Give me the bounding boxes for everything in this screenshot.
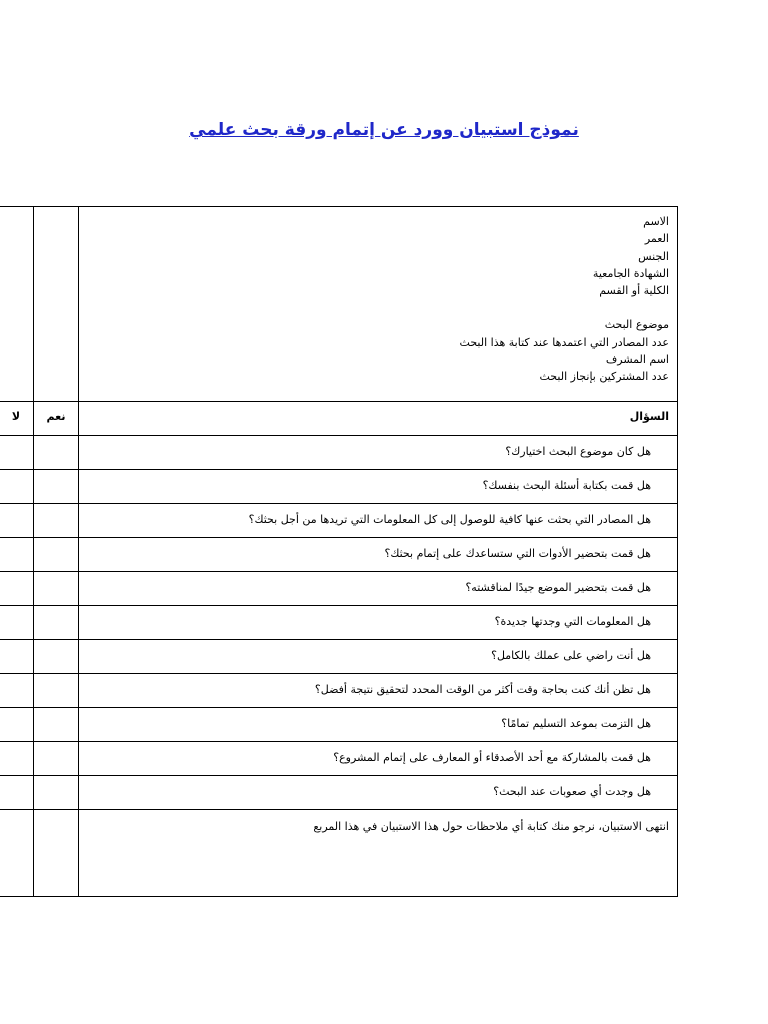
info-field: الشهادة الجامعية — [592, 266, 669, 280]
answer-yes-cell[interactable] — [34, 606, 79, 640]
question-cell — [79, 538, 678, 572]
question-row — [0, 742, 678, 776]
question-row — [0, 640, 678, 674]
question-cell — [79, 572, 678, 606]
info-field: الجنس — [638, 249, 669, 263]
answer-yes-cell[interactable] — [34, 708, 79, 742]
answer-no-cell[interactable] — [0, 776, 34, 810]
question-cell — [79, 674, 678, 708]
notes-row — [0, 810, 678, 897]
question-text: هل قمت بالمشاركة مع أحد الأصدقاء أو المعارف على إتمام المشروع؟ — [333, 751, 651, 764]
question-cell — [79, 436, 678, 470]
question-row — [0, 436, 678, 470]
info-field: موضوع البحث — [604, 318, 669, 332]
answer-yes-cell[interactable] — [34, 674, 79, 708]
notes-no-cell — [0, 810, 34, 897]
question-row — [0, 538, 678, 572]
answer-no-cell[interactable] — [0, 640, 34, 674]
answer-yes-cell[interactable] — [34, 742, 79, 776]
info-yes-cell — [34, 207, 79, 402]
notes-yes-cell — [34, 810, 79, 897]
question-text: هل المعلومات التي وجدتها جديدة؟ — [494, 615, 651, 628]
answer-yes-cell[interactable] — [34, 572, 79, 606]
question-text: هل قمت بكتابة أسئلة البحث بنفسك؟ — [482, 479, 651, 492]
answer-yes-cell[interactable] — [34, 776, 79, 810]
info-field: عدد المشتركين بإنجاز البحث — [539, 370, 669, 384]
table-header-row — [0, 402, 678, 436]
question-cell — [79, 606, 678, 640]
info-no-cell — [0, 207, 34, 402]
info-fields-cell — [79, 207, 678, 402]
question-text: هل وجدت أي صعوبات عند البحث؟ — [493, 785, 651, 798]
answer-yes-cell[interactable] — [34, 436, 79, 470]
info-field: عدد المصادر التي اعتمدها عند كتابة هذا البحث — [459, 335, 669, 349]
answer-yes-cell[interactable] — [34, 504, 79, 538]
question-row — [0, 504, 678, 538]
info-field: العمر — [644, 232, 669, 246]
info-row — [0, 207, 678, 402]
answer-no-cell[interactable] — [0, 470, 34, 504]
no-header-cell — [0, 402, 34, 436]
question-text: هل أنت راضي على عملك بالكامل؟ — [491, 649, 651, 662]
no-header: لا — [11, 410, 21, 423]
yes-header: نعم — [46, 410, 66, 423]
answer-no-cell[interactable] — [0, 504, 34, 538]
answer-no-cell[interactable] — [0, 742, 34, 776]
question-text: هل التزمت بموعد التسليم تمامًا؟ — [501, 717, 651, 730]
yes-header-cell — [34, 402, 79, 436]
question-row — [0, 708, 678, 742]
notes-box[interactable] — [79, 810, 678, 897]
answer-no-cell[interactable] — [0, 708, 34, 742]
question-cell — [79, 504, 678, 538]
question-row — [0, 606, 678, 640]
question-text: هل كان موضوع البحث اختيارك؟ — [505, 445, 651, 458]
info-fields-list — [79, 207, 677, 386]
question-row — [0, 674, 678, 708]
answer-no-cell[interactable] — [0, 606, 34, 640]
answer-no-cell[interactable] — [0, 538, 34, 572]
question-cell — [79, 776, 678, 810]
answer-yes-cell[interactable] — [34, 538, 79, 572]
question-text: هل قمت بتحضير الموضع جيدًا لمناقشته؟ — [465, 581, 651, 594]
page-title: نموذج استبيان وورد عن إتمام ورقة بحث علمي — [189, 120, 579, 140]
question-header-cell — [79, 402, 678, 436]
answer-no-cell[interactable] — [0, 674, 34, 708]
closing-note: انتهى الاستبيان، نرجو منك كتابة أي ملاحظات حول هذا الاستبيان في هذا المربع — [313, 820, 669, 833]
question-header: السؤال — [629, 410, 669, 423]
answer-no-cell[interactable] — [0, 572, 34, 606]
question-cell — [79, 708, 678, 742]
question-text: هل المصادر التي بحثت عنها كافية للوصول إلى كل المعلومات التي تريدها من أجل بحثك؟ — [248, 513, 651, 526]
question-row — [0, 776, 678, 810]
question-row — [0, 572, 678, 606]
question-text: هل تظن أنك كنت بحاجة وقت أكثر من الوقت المحدد لتحقيق نتيجة أفضل؟ — [314, 683, 651, 696]
question-cell — [79, 470, 678, 504]
question-cell — [79, 640, 678, 674]
answer-no-cell[interactable] — [0, 436, 34, 470]
question-row — [0, 470, 678, 504]
info-field: اسم المشرف — [605, 353, 669, 367]
answer-yes-cell[interactable] — [34, 640, 79, 674]
answer-yes-cell[interactable] — [34, 470, 79, 504]
info-field — [79, 299, 669, 316]
info-field: الكلية أو القسم — [599, 284, 669, 298]
question-text: هل قمت بتحضير الأدوات التي ستساعدك على إتمام بحثك؟ — [384, 547, 651, 560]
info-field: الاسم — [643, 215, 669, 228]
question-cell — [79, 742, 678, 776]
questionnaire-table — [0, 206, 678, 897]
